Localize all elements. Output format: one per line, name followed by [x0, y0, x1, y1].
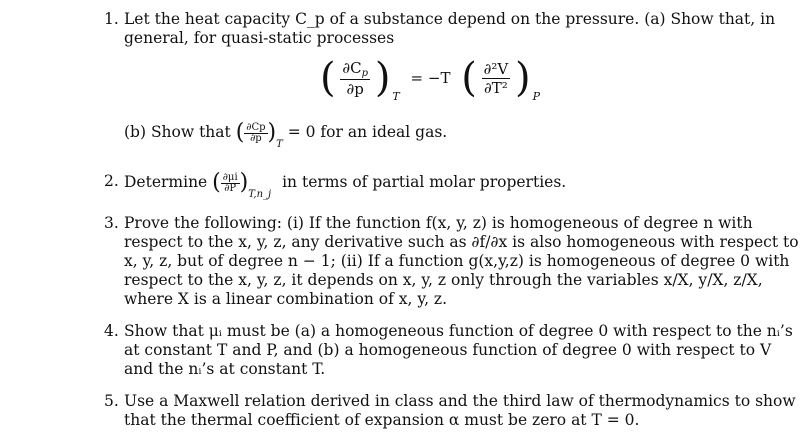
equation-operator: = −T: [410, 69, 451, 87]
part-b-suffix: = 0 for an ideal gas.: [287, 123, 448, 141]
problem-3: [104, 214, 799, 309]
problem-2-prefix: Determine: [124, 173, 208, 191]
problem-5-line-1: Use a Maxwell relation derived in class and the third law of thermodynamics to show: [124, 392, 796, 410]
part-b-fraction: $\frac{\partial Cp}{\partial p}$: [246, 121, 266, 144]
problem-number: 3.: [104, 214, 119, 232]
problem-1-line-1: Let the heat capacity C_p of a substance depend on the pressure. (a) Show that, in: [124, 10, 776, 28]
problem-1-part-b: (b) Show that ( $\frac{\partial Cp}{\partial p}$ )$_T = 0$ for an ideal gas.: [124, 120, 448, 150]
problem-1-line-2: general, for quasi-static processes: [124, 29, 395, 47]
problem-4-line-2: at constant T and P, and (b) a homogeneous function of degree 0 with respect to V: [124, 341, 772, 359]
problem-number: 4.: [104, 322, 119, 340]
equation-rhs-fraction: $\frac{\text{∂²V}}{\text{∂T²}}$: [483, 59, 509, 97]
equation-lhs-fraction: $\frac{\partial C_p}{\partial p}$: [342, 58, 369, 98]
problem-2-fraction: $\frac{\partial\mu i}{\partial P}$: [222, 171, 238, 194]
problem-3-line-2: respect to the x, y, z, any derivative such as ∂f/∂x is also homogeneous with respect to: [124, 233, 799, 251]
problem-5: [104, 392, 796, 430]
problem-number: 1.: [104, 10, 119, 28]
problem-3-line-1: Prove the following: (i) If the function f(x, y, z) is homogeneous of degree n with: [124, 214, 753, 232]
problem-3-line-3: x, y, z, but of degree n − 1; (ii) If a function g(x,y,z) is homogeneous of degree 0 with: [124, 252, 790, 270]
part-b-prefix: (b) Show that: [124, 123, 231, 141]
problem-1: [104, 10, 776, 48]
problem-3-line-5: where X is a linear combination of x, y, z.: [124, 290, 448, 308]
problem-2-suffix: in terms of partial molar properties.: [282, 173, 567, 191]
problem-5-line-2: that the thermal coefficient of expansion α must be zero at T = 0.: [124, 411, 640, 429]
problem-4-line-3: and the nᵢ’s at constant T.: [124, 360, 326, 378]
problem-3-line-4: respect to the x, y, z, it depends on x, y, z only through the variables x/X, y/X, z/X,: [124, 271, 763, 289]
problem-4-line-1: Show that μᵢ must be (a) a homogeneous function of degree 0 with respect to the nᵢ’s: [124, 322, 793, 340]
problem-number: 5.: [104, 392, 119, 410]
problem-number: 2.: [104, 172, 119, 190]
problem-4: [104, 322, 793, 379]
problem-2: 2. Determine ( $\frac{\partial\mu i}{\partial P}$ )$_{T,n\_j}$ in terms of partial molar properties.: [104, 170, 567, 200]
problem-1-equation: ( $\frac{\partial C_p}{\partial p}$ ) $_T$ = −T ( $\frac{\text{∂²V}}{\text{∂T²}}$ ) $_P$: [320, 55, 541, 103]
